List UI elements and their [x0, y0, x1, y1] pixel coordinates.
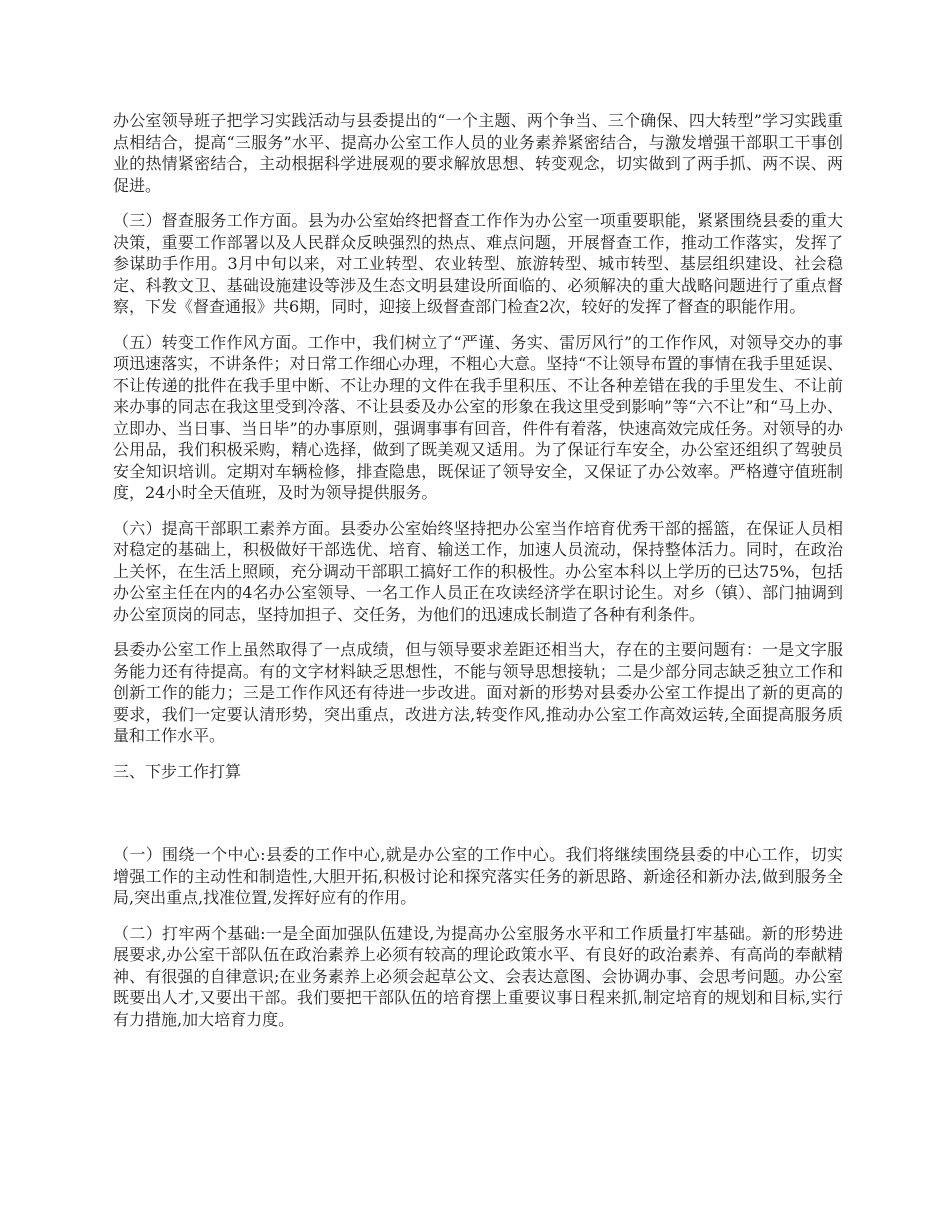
paragraph-one-center: （一）围绕一个中心:县委的工作中心,就是办公室的工作中心。我们将继续围绕县委的中心工作，切实增强工作的主动性和制造性,大胆开拓,积极讨论和探究落实任务的新思路、新途径和新办法,做到服务全局,突出重点,找准位置,发挥好应有的作用。	[113, 845, 843, 907]
paragraph-work-style: （五）转变工作作风方面。工作中，我们树立了“严谨、务实、雷厉风行”的工作作风，对领导交办的事项迅速落实，不讲条件；对日常工作细心办理，不粗心大意。坚持“不让领导布置的事情在我手里延误、不让传递的批件在我手里中断、不让办理的文件在我手里积压、不让各种差错在我的手里发生、不让前来办事的同志在我这里受到冷落、不让县委及办公室的形象在我这里受到影响”等“六不让”和“马上办、立即办、当日事、当日毕”的办事原则，强调事事有回音，件件有着落，快速高效完成任务。对领导的办公用品，我们积极采购，精心选择，做到了既美观又适用。为了保证行车安全，办公室还组织了驾驶员安全知识培训。定期对车辆检修，排查隐患，既保证了领导安全，又保证了办公效率。严格遵守值班制度，24小时全天值班，及时为领导提供服务。	[113, 332, 843, 502]
paragraph-study-practice: 办公室领导班子把学习实践活动与县委提出的“一个主题、两个争当、三个确保、四大转型”学习实践重点相结合，提高“三服务”水平、提高办公室工作人员的业务素养紧密结合，与激发增强干部职工干事创业的热情紧密结合，主动根据科学进展观的要求解放思想、转变观念，切实做到了两手抓、两不误、两促进。	[113, 111, 843, 195]
paragraph-two-foundations: （二）打牢两个基础:一是全面加强队伍建设,为提高办公室服务水平和工作质量打牢基础。新的形势进展要求,办公室干部队伍在政治素养上必须有较高的理论政策水平、有良好的政治素养、有高尚的奉献精神、有很强的自律意识;在业务素养上必须会起草公文、会表达意图、会协调办事、会思考问题。办公室既要出人才,又要出干部。我们要把干部队伍的培育摆上重要议事日程来抓,制定培育的规划和目标,实行有力措施,加大培育力度。	[113, 923, 843, 1029]
paragraph-staff-quality: （六）提高干部职工素养方面。县委办公室始终坚持把办公室当作培育优秀干部的摇篮，在保证人员相对稳定的基础上，积极做好干部选优、培育、输送工作，加速人员流动，保持整体活力。同时，在政治上关怀，在生活上照顾，充分调动干部职工搞好工作的积极性。办公室本科以上学历的已达75%，包括办公室主任在内的4名办公室领导、一名工作人员正在攻读经济学在职讨论生。对乡（镇）、部门抽调到办公室顶岗的同志，坚持加担子、交任务，为他们的迅速成长制造了各种有利条件。	[113, 518, 843, 624]
blank-gap	[113, 796, 843, 844]
document-page	[113, 110, 843, 1044]
paragraph-supervision: （三）督查服务工作方面。县为办公室始终把督查工作作为办公室一项重要职能，紧紧围绕县委的重大决策，重要工作部署以及人民群众反映强烈的热点、难点问题，开展督查工作，推动工作落实，发挥了参谋助手作用。3月中旬以来，对工业转型、农业转型、旅游转型、城市转型、基层组织建设、社会稳定、科教文卫、基础设施建设等涉及生态文明县建设所面临的、必须解决的重大战略问题进行了重点督察，下发《督查通报》共6期，同时，迎接上级督查部门检查2次，较好的发挥了督查的职能作用。	[113, 211, 843, 316]
paragraph-problems: 县委办公室工作上虽然取得了一点成绩，但与领导要求差距还相当大，存在的主要问题有：一是文字服务能力还有待提高。有的文字材料缺乏思想性，不能与领导思想接轨；二是少部分同志缺乏独立工作和创新工作的能力；三是工作作风还有待进一步改进。面对新的形势对县委办公室工作提出了新的更高的要求，我们一定要认清形势，突出重点，改进方法,转变作风,推动办公室工作高效运转,全面提高服务质量和工作水平。	[113, 640, 843, 745]
section-heading-next-steps: 三、下步工作打算	[113, 761, 242, 781]
